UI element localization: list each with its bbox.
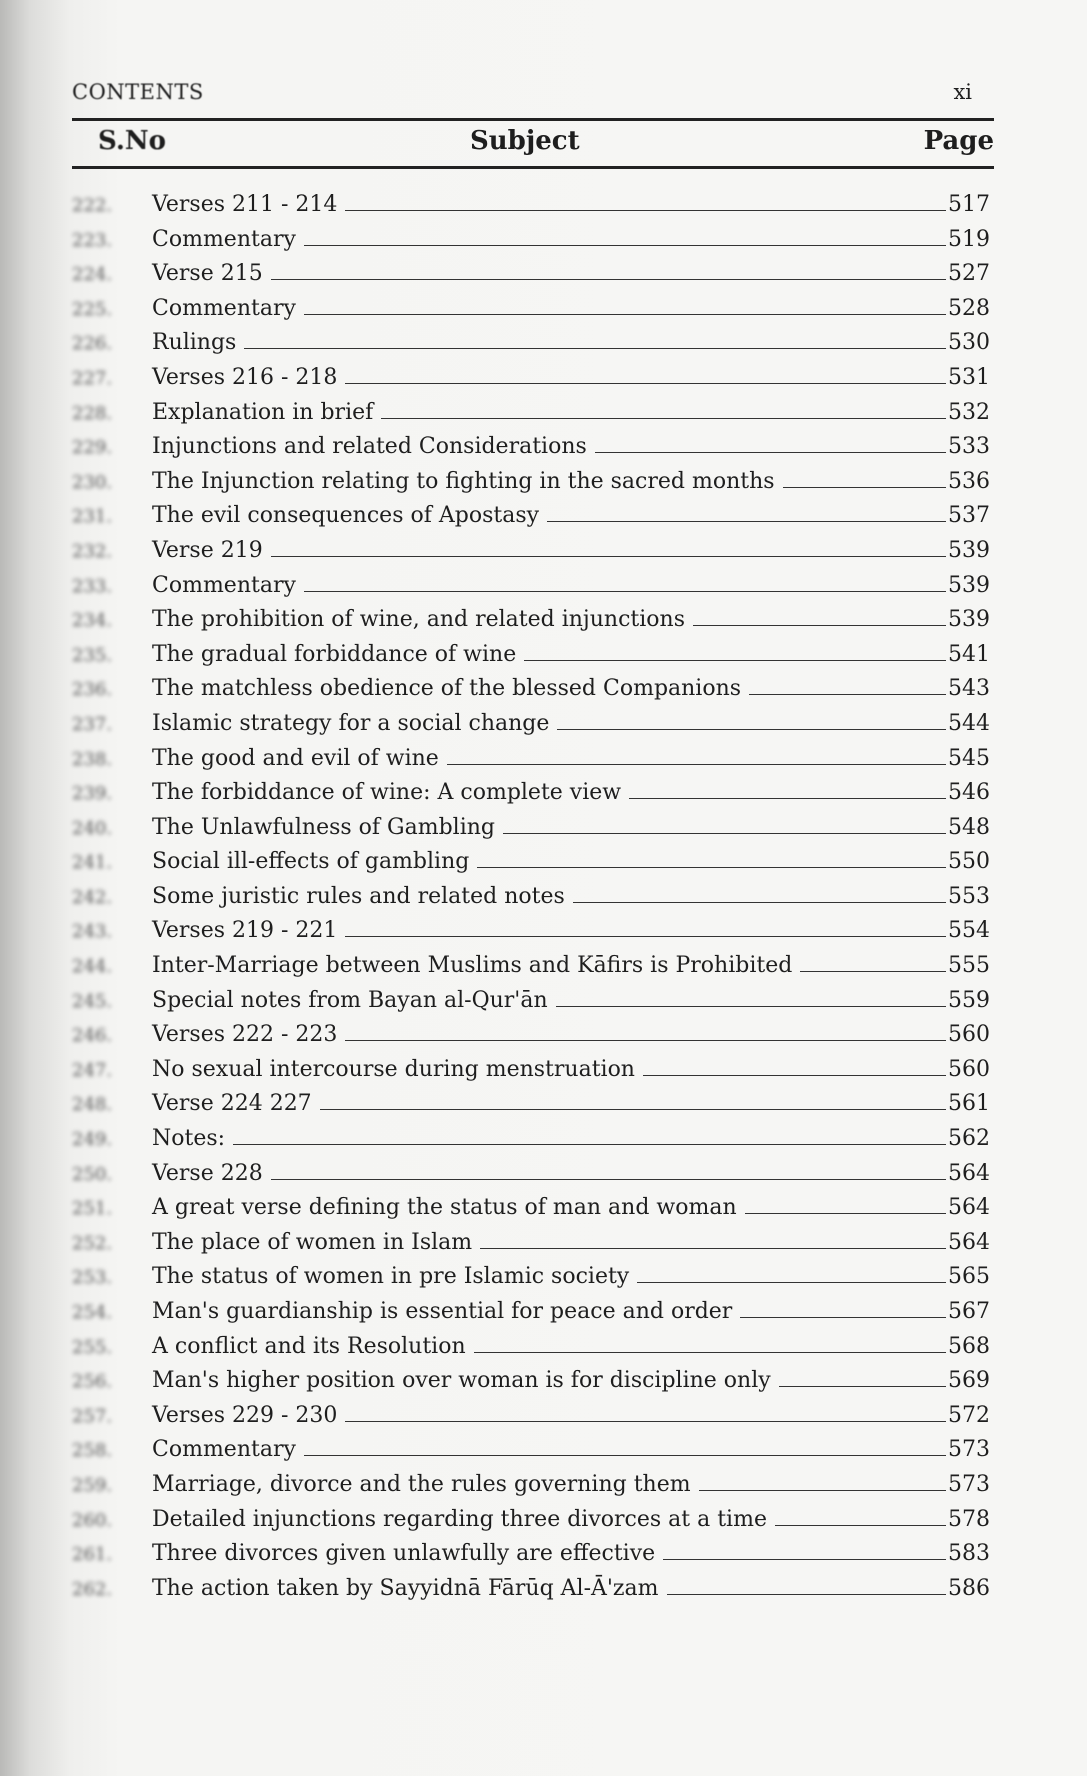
entry-number: 222.	[72, 195, 113, 216]
entry-page: 572	[948, 1402, 990, 1428]
toc-entry[interactable]	[72, 607, 990, 642]
leader-line	[345, 210, 946, 211]
entry-page: 546	[948, 780, 990, 806]
entry-page: 543	[948, 676, 990, 702]
entry-title: A conflict and its Resolution	[152, 1333, 466, 1359]
toc-entry[interactable]	[72, 1195, 990, 1230]
entry-page: 539	[948, 537, 990, 563]
leader-line	[304, 591, 946, 592]
leader-line	[573, 902, 946, 903]
header-rule	[72, 166, 994, 169]
toc-entry[interactable]	[72, 1022, 990, 1057]
leader-line	[699, 1490, 946, 1491]
entry-number: 261.	[72, 1544, 113, 1566]
toc-entry[interactable]	[72, 918, 990, 953]
entry-title: Verse 219	[152, 537, 263, 563]
entry-number: 243.	[72, 921, 113, 943]
entry-title: The gradual forbiddance of wine	[152, 641, 517, 667]
entry-number: 241.	[72, 852, 113, 874]
entry-title: Man's guardianship is essential for peace and order	[152, 1299, 733, 1324]
entry-number: 235.	[72, 644, 113, 666]
entry-page: 539	[948, 572, 990, 598]
entry-page: 541	[948, 641, 990, 667]
entry-number: 238.	[72, 748, 113, 770]
header-page: Page	[923, 126, 994, 156]
toc-entry[interactable]	[72, 1403, 990, 1438]
toc-entry[interactable]	[72, 746, 990, 781]
leader-line	[503, 833, 946, 834]
toc-entry[interactable]	[72, 1507, 990, 1542]
leader-line	[304, 314, 946, 315]
leader-line	[447, 764, 946, 765]
entry-title: Verses 229 - 230	[152, 1402, 338, 1428]
entry-number: 259.	[72, 1474, 113, 1496]
entry-title: Commentary	[152, 226, 296, 252]
toc-entry[interactable]	[72, 884, 990, 919]
entry-page: 544	[948, 710, 990, 736]
table-header	[72, 124, 994, 164]
leader-line	[233, 1144, 946, 1145]
entry-page: 517	[948, 192, 990, 217]
entry-number: 257.	[72, 1405, 113, 1427]
entry-page: 554	[948, 918, 990, 944]
entry-number: 230.	[72, 471, 113, 493]
entry-page: 561	[948, 1091, 990, 1117]
toc-entry[interactable]	[72, 1472, 990, 1507]
leader-line	[244, 348, 946, 349]
entry-page: 586	[948, 1575, 990, 1601]
entry-page: 527	[948, 261, 990, 287]
entry-title: Verses 219 - 221	[152, 918, 338, 944]
leader-line	[779, 1386, 946, 1387]
leader-line	[800, 971, 946, 972]
entry-title: The place of women in Islam	[152, 1229, 473, 1255]
entry-page: 545	[948, 745, 990, 771]
entry-number: 250.	[72, 1163, 113, 1185]
entry-number: 231.	[72, 506, 113, 528]
entry-number: 232.	[72, 540, 113, 562]
entry-page: 568	[948, 1333, 990, 1359]
leader-line	[345, 383, 946, 384]
entry-page: 565	[948, 1264, 990, 1290]
section-title: CONTENTS	[72, 80, 204, 104]
toc-entry[interactable]	[72, 849, 990, 884]
toc-entry[interactable]	[72, 503, 990, 538]
entry-number: 242.	[72, 886, 113, 908]
toc-entry[interactable]	[72, 1541, 990, 1576]
entry-title: Special notes from Bayan al-Qur'ān	[152, 987, 548, 1013]
entry-number: 255.	[72, 1336, 113, 1358]
leader-line	[345, 1421, 946, 1422]
entry-page: 578	[948, 1506, 990, 1532]
entry-number: 239.	[72, 783, 113, 805]
leader-line	[557, 729, 946, 730]
entry-title: Notes:	[152, 1126, 226, 1152]
entry-page: 530	[948, 330, 990, 356]
leader-line	[663, 1559, 946, 1560]
entry-page: 564	[948, 1229, 990, 1255]
entry-title: The good and evil of wine	[152, 745, 439, 771]
entry-title: The Injunction relating to fighting in the sacred months	[152, 468, 775, 494]
toc-entry[interactable]	[72, 1437, 990, 1472]
toc-entry[interactable]	[72, 434, 990, 469]
toc-entry[interactable]	[72, 538, 990, 573]
entry-page: 560	[948, 1022, 990, 1048]
leader-line	[345, 1040, 946, 1041]
entry-title: A great verse defining the status of man and woman	[152, 1195, 737, 1221]
entry-number: 233.	[72, 575, 113, 597]
entry-number: 258.	[72, 1440, 113, 1462]
toc-entry[interactable]	[72, 815, 990, 850]
entry-title: Inter-Marriage between Muslims and Kāfirs is Prohibited	[152, 953, 793, 979]
leader-line	[783, 487, 946, 488]
entry-title: Verses 222 - 223	[152, 1022, 338, 1048]
entry-title: The evil consequences of Apostasy	[152, 503, 540, 529]
entry-page: 536	[948, 468, 990, 494]
running-head	[72, 80, 972, 104]
entry-page: 564	[948, 1195, 990, 1221]
entry-title: Commentary	[152, 295, 296, 321]
leader-line	[474, 1352, 946, 1353]
leader-line	[271, 556, 946, 557]
leader-line	[740, 1317, 946, 1318]
leader-line	[749, 694, 946, 695]
toc-entry[interactable]	[72, 1126, 990, 1161]
leader-line	[304, 1455, 946, 1456]
entry-page: 567	[948, 1299, 990, 1324]
entry-title: Man's higher position over woman is for discipline only	[152, 1368, 771, 1394]
entry-number: 245.	[72, 990, 113, 1012]
leader-line	[667, 1594, 946, 1595]
entry-number: 228.	[72, 402, 113, 424]
leader-line	[643, 1075, 946, 1076]
entry-page: 528	[948, 295, 990, 321]
entry-page: 519	[948, 226, 990, 252]
entry-title: The matchless obedience of the blessed Companions	[152, 676, 742, 702]
toc-entry[interactable]	[72, 1057, 990, 1092]
entry-page: 560	[948, 1056, 990, 1082]
entry-number: 247.	[72, 1059, 113, 1081]
entry-title: The forbiddance of wine: A complete view	[152, 780, 622, 806]
entry-page: 583	[948, 1541, 990, 1567]
entry-title: The Unlawfulness of Gambling	[152, 814, 495, 840]
leader-line	[320, 1109, 946, 1110]
entry-page: 573	[948, 1437, 990, 1463]
entry-page: 564	[948, 1160, 990, 1186]
entry-page: 532	[948, 399, 990, 425]
entry-title: Verses 211 - 214	[152, 192, 338, 217]
entry-number: 240.	[72, 817, 113, 839]
entry-page: 555	[948, 953, 990, 979]
toc-entry[interactable]	[72, 676, 990, 711]
entry-page: 559	[948, 987, 990, 1013]
toc-entry[interactable]	[72, 192, 990, 227]
entry-title: The action taken by Sayyidnā Fārūq Al-Ā'zam	[152, 1575, 659, 1601]
entry-title: Verse 228	[152, 1160, 263, 1186]
entry-title: The prohibition of wine, and related injunctions	[152, 607, 685, 633]
entry-number: 252.	[72, 1232, 113, 1254]
entry-number: 251.	[72, 1198, 113, 1220]
toc-entry[interactable]	[72, 261, 990, 296]
leader-line	[271, 1179, 946, 1180]
entry-title: Verse 215	[152, 261, 263, 287]
toc-entry[interactable]	[72, 573, 990, 608]
leader-line	[480, 1248, 946, 1249]
entry-page: 553	[948, 883, 990, 909]
toc-entry[interactable]	[72, 469, 990, 504]
entry-title: Commentary	[152, 1437, 296, 1463]
toc-entry[interactable]	[72, 780, 990, 815]
entry-number: 249.	[72, 1129, 113, 1151]
toc-entry[interactable]	[72, 1368, 990, 1403]
toc-entry[interactable]	[72, 330, 990, 365]
entry-number: 227.	[72, 367, 113, 389]
entry-number: 237.	[72, 713, 113, 735]
entry-page: 539	[948, 607, 990, 633]
entry-number: 226.	[72, 333, 113, 355]
leader-line	[629, 798, 946, 799]
entry-number: 253.	[72, 1267, 113, 1289]
entry-page: 548	[948, 814, 990, 840]
toc-entry[interactable]	[72, 400, 990, 435]
entry-title: Explanation in brief	[152, 399, 374, 425]
toc-entry[interactable]	[72, 988, 990, 1023]
toc-entry[interactable]	[72, 1334, 990, 1369]
toc-entry[interactable]	[72, 1299, 990, 1334]
entry-number: 246.	[72, 1025, 113, 1047]
entry-page: 569	[948, 1368, 990, 1394]
entry-page: 562	[948, 1126, 990, 1152]
entry-title: Three divorces given unlawfully are effective	[152, 1541, 656, 1567]
leader-line	[381, 418, 946, 419]
leader-line	[345, 936, 946, 937]
leader-line	[637, 1282, 946, 1283]
contents-list	[72, 192, 990, 1610]
leader-line	[745, 1213, 946, 1214]
entry-title: Islamic strategy for a social change	[152, 710, 550, 736]
leader-line	[524, 660, 946, 661]
entry-title: Verses 216 - 218	[152, 364, 338, 390]
entry-number: 254.	[72, 1302, 113, 1323]
toc-entry[interactable]	[72, 953, 990, 988]
entry-title: The status of women in pre Islamic society	[152, 1264, 630, 1290]
entry-number: 225.	[72, 298, 113, 320]
entry-number: 223.	[72, 229, 113, 251]
toc-entry[interactable]	[72, 1264, 990, 1299]
toc-entry[interactable]	[72, 1230, 990, 1265]
header-sno: S.No	[98, 126, 167, 156]
page-number: xi	[953, 80, 972, 104]
entry-page: 573	[948, 1471, 990, 1497]
entry-page: 550	[948, 849, 990, 875]
toc-entry[interactable]	[72, 227, 990, 262]
toc-entry[interactable]	[72, 365, 990, 400]
leader-line	[595, 452, 946, 453]
entry-title: Verse 224 227	[152, 1091, 312, 1117]
entry-title: Social ill-effects of gambling	[152, 849, 470, 875]
entry-number: 248.	[72, 1094, 113, 1116]
entry-title: Some juristic rules and related notes	[152, 883, 565, 909]
leader-line	[693, 625, 946, 626]
leader-line	[556, 1006, 946, 1007]
entry-number: 260.	[72, 1509, 113, 1531]
entry-number: 262.	[72, 1578, 113, 1600]
header-subject: Subject	[470, 126, 580, 156]
entry-number: 256.	[72, 1371, 113, 1393]
toc-entry[interactable]	[72, 1576, 990, 1611]
entry-title: Detailed injunctions regarding three divorces at a time	[152, 1506, 767, 1532]
entry-number: 224.	[72, 264, 113, 286]
entry-number: 229.	[72, 437, 113, 459]
entry-number: 244.	[72, 956, 113, 978]
entry-page: 537	[948, 503, 990, 529]
toc-entry[interactable]	[72, 642, 990, 677]
toc-entry[interactable]	[72, 711, 990, 746]
leader-line	[477, 867, 946, 868]
entry-title: No sexual intercourse during menstruation	[152, 1056, 635, 1082]
entry-number: 234.	[72, 610, 113, 632]
entry-title: Marriage, divorce and the rules governing them	[152, 1471, 691, 1497]
top-rule	[72, 118, 994, 121]
entry-title: Commentary	[152, 572, 296, 598]
entry-page: 531	[948, 364, 990, 390]
toc-entry[interactable]	[72, 1161, 990, 1196]
entry-page: 533	[948, 434, 990, 460]
leader-line	[271, 279, 946, 280]
toc-entry[interactable]	[72, 1091, 990, 1126]
entry-number: 236.	[72, 679, 113, 701]
toc-entry[interactable]	[72, 296, 990, 331]
leader-line	[775, 1525, 946, 1526]
leader-line	[547, 521, 946, 522]
entry-title: Rulings	[152, 330, 237, 356]
entry-title: Injunctions and related Considerations	[152, 434, 587, 460]
leader-line	[304, 245, 946, 246]
